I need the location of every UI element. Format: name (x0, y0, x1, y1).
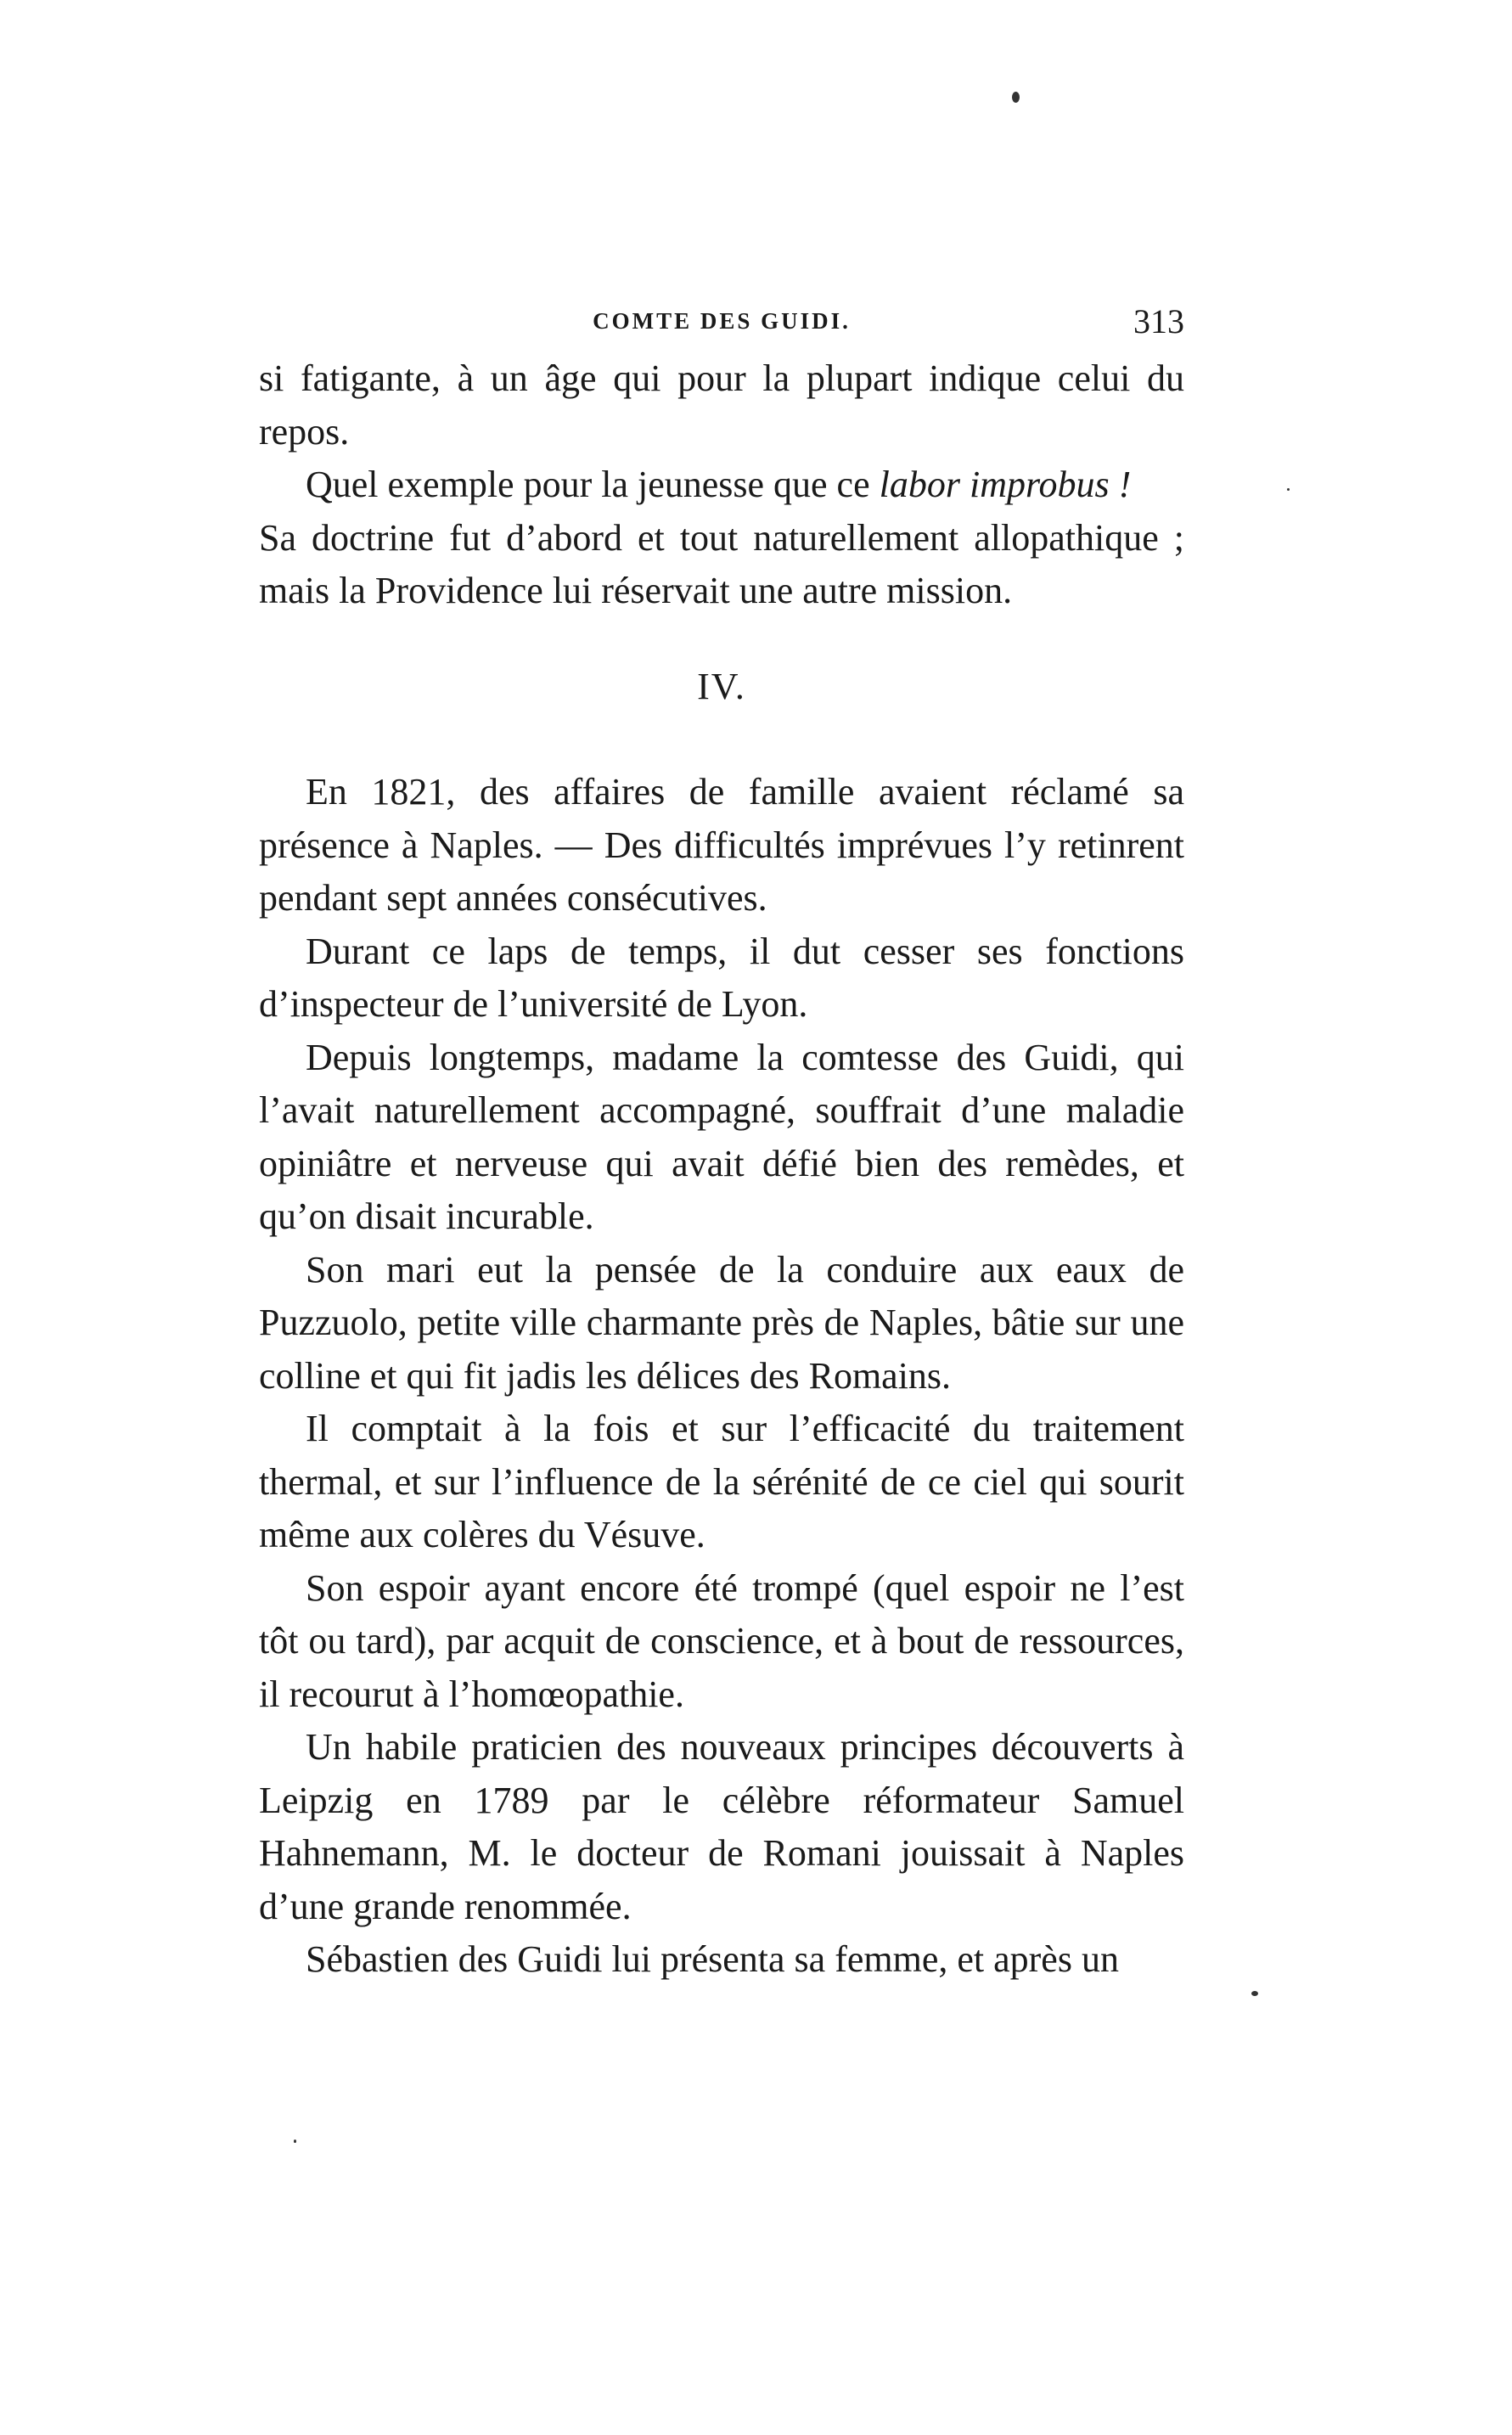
page-number: 313 (1133, 302, 1184, 340)
paragraph-puzzuolo: Son mari eut la pensée de la conduire aux eaux de Puzzuolo, petite ville charmante près de Naples, bâtie sur une colline et qui fit jadis les délices des Romains. (259, 1248, 1184, 1397)
section-heading: IV. (697, 665, 746, 707)
paragraph-traitement: Il comptait à la fois et sur l’efficacité du traitement thermal, et sur l’influence de la sérénité de ce ciel qui sourit même aux colères du Vésuve. (259, 1408, 1184, 1555)
ink-speck (1251, 1991, 1258, 1996)
paragraph-lyon: Durant ce laps de temps, il dut cesser ses fonctions d’inspecteur de l’université de Lyon. (259, 930, 1184, 1025)
paragraph-continuation: si fatigante, à un âge qui pour la plupart indique celui du repos. (259, 357, 1184, 453)
paragraph-exemple-text: Quel exemple pour la jeunesse que ce (306, 464, 880, 505)
paragraph-comtesse: Depuis longtemps, madame la comtesse des Guidi, qui l’avait naturellement accompagné, souffrait d’une maladie opiniâtre et nerveuse qui avait défié bien des remèdes, et qu’on disait incurable. (259, 1036, 1184, 1237)
paragraph-sebastien: Sébastien des Guidi lui présenta sa femme, et après un (306, 1938, 1119, 1980)
body-text (259, 352, 1184, 1987)
running-head (259, 301, 1184, 352)
paragraph-praticien: Un habile praticien des nouveaux principes découverts à Leipzig en 1789 par le célèbre réformateur Samuel Hahnemann, M. le docteur de Romani jouissait à Naples d’une grande renommée. (259, 1726, 1184, 1927)
running-title: COMTE DES GUIDI. (593, 308, 851, 334)
ink-speck (294, 2140, 296, 2143)
paragraph-exemple (259, 458, 1184, 512)
ink-speck (1287, 488, 1290, 491)
paragraph-naples: En 1821, des affaires de famille avaient réclamé sa présence à Naples. — Des difficultés imprévues l’y retinrent pendant sept années consécutives. (259, 771, 1184, 919)
latin-phrase: labor improbus ! (879, 464, 1132, 505)
ink-speck (1012, 92, 1020, 103)
paragraph-doctrine: Sa doctrine fut d’abord et tout naturellement allopathique ; mais la Providence lui réservait une autre mission. (259, 516, 1184, 611)
paragraph-homoeopathie: Son espoir ayant encore été trompé (quel espoir ne l’est tôt ou tard), par acquit de conscience, et à bout de ressources, il recourut à l’homœopathie. (259, 1566, 1184, 1715)
